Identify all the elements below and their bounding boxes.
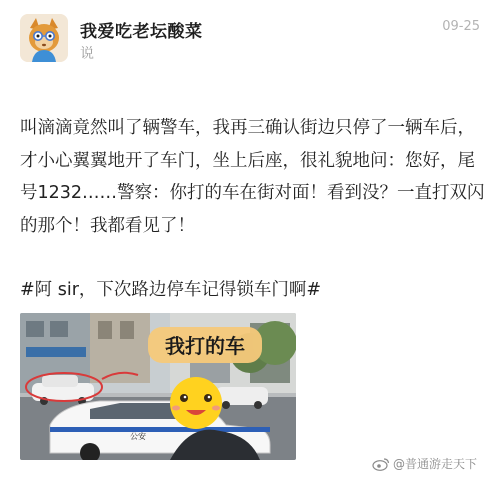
watermark [372, 455, 477, 472]
street-photo [20, 313, 296, 460]
police-text: 公安 [130, 432, 146, 441]
avatar-icon [20, 14, 68, 62]
avatar[interactable] [20, 14, 68, 62]
post-subtitle: 说 [80, 46, 94, 62]
watermark-text: @普通游走天下 [393, 457, 478, 471]
post-paragraph: 叫滴滴竟然叫了辆警车，我再三确认街边只停了一辆车后，才小心翼翼地开了车门，坐上后座，很礼貌地问：您好，尾号1232……警察：你打的车在街对面！看到没？一直打双闪的那个！我都看见了！ [20, 118, 485, 236]
timestamp: 09-25 [442, 19, 480, 34]
emoji-face-icon [170, 377, 222, 429]
hashtag-line[interactable]: #阿 sir，下次路边停车记得锁车门啊# [20, 280, 322, 300]
svg-text:我打的车: 我打的车 [165, 334, 245, 358]
post-photo[interactable] [20, 313, 296, 460]
sticker-caption [148, 327, 262, 363]
username[interactable]: 我爱吃老坛酸菜 [80, 22, 203, 42]
weibo-icon [372, 457, 390, 471]
post-body [20, 112, 485, 242]
